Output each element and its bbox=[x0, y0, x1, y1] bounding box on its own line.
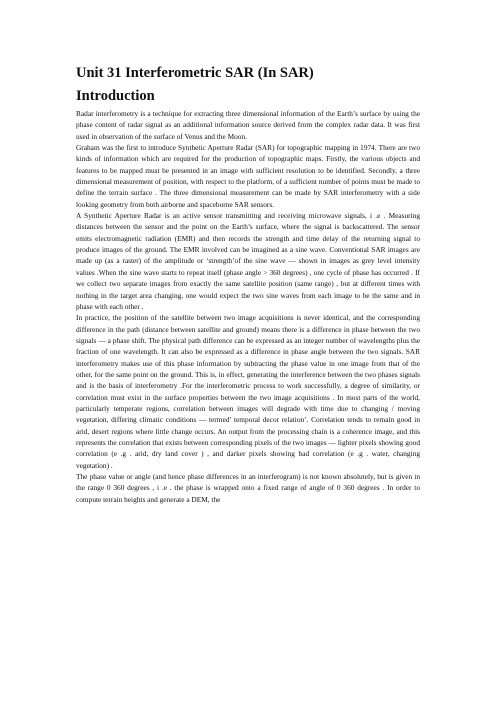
body-paragraph: In practice, the position of the satellite between two image acquisitions is never identical, and the corresponding difference in the path (distance between satellite and ground) means there is a difference in phase between the two signals — a phase shift. The physical path difference can be expressed as an integer number of wavelengths plus the fraction of one wavelength. It can also be expressed as a difference in phase angle between the two signals. SAR interferometry makes use of this phase information by subtracting the phase value in one image from that of the other, for the same point on the ground. This is, in effect, generating the interference between the two phases signals and is the basis of interferometry .For the interferometric process to work successfully, a degree of similarity, or correlation must exist in the surface properties between the two image acquisitions . In most parts of the world, particularly temperate regions, correlation between images will degrade with time due to changing / moving vegetation, differing climatic conditions — termed’ temporal decor relation’. Correlation tends to remain good in arid, desert regions where little change occurs. An output from the processing chain is a coherence image, and this represents the correlation that exists between corresponding pixels of the two images — lighter pixels showing good correlation (e .g . arid, dry land cover ) , and darker pixels showing bad correlation (e .g . water, changing vegetation) . bbox=[76, 313, 420, 470]
body-paragraph: The phase value or angle (and hence phase differences in an interferogram) is not known absolutely, but is given in the range 0 360 degrees , i .e . the phase is wrapped onto a fixed range of angle of 0 360 degrees . In order to compute terrain heights and generate a DEM, the bbox=[76, 472, 420, 504]
document-content bbox=[76, 64, 420, 505]
body-paragraph: Graham was the first to introduce Synthetic Aperture Radar (SAR) for topographic mapping in 1974. There are two kinds of information which are required for the production of topographic maps. Firstly, the various objects and features to be mapped must be presented in an image with sufficient resolution to be identified. Secondly, a three dimensional measurement of position, with respect to the platform, of a sufficient number of points must be made to define the terrain surface . The three dimensional measurement can be made by SAR interferometry with a side looking geometry from both airborne and spaceborne SAR sensors. bbox=[76, 143, 420, 209]
section-heading-introduction: Introduction bbox=[76, 88, 155, 104]
body-paragraph: Radar interferometry is a technique for extracting three dimensional information of the Earth’s surface by using the phase content of radar signal as an additional information source derived from the complex radar data. It was first used in observation of the surface of Venus and the Moon. bbox=[76, 109, 420, 141]
body-paragraph: A Synthetic Aperture Radar is an active sensor transmitting and receiving microwave signals, i .e . Measuring distances between the sensor and the point on the Earth’s surface, where the signal is backscattered. The sensor emits electromagnetic radiation (EMR) and then records the strength and time delay of the returning signal to produce images of the ground. The EMR involved can be imagined as a sine wave. Conventional SAR images are made up (as a raster) of the amplitude or ‘strength’of the sine wave — shown in images as grey level intensity values .When the sine wave starts to repeat itself (phase angle > 360 degrees) , one cycle of phase has occurred . If we collect two separate images from exactly the same satellite position (same range) , but at different times with nothing in the target area changing, one would expect the two sine waves from each image to be the same and in phase with each other . bbox=[76, 211, 420, 311]
document-title: Unit 31 Interferometric SAR (In SAR) bbox=[76, 65, 314, 81]
